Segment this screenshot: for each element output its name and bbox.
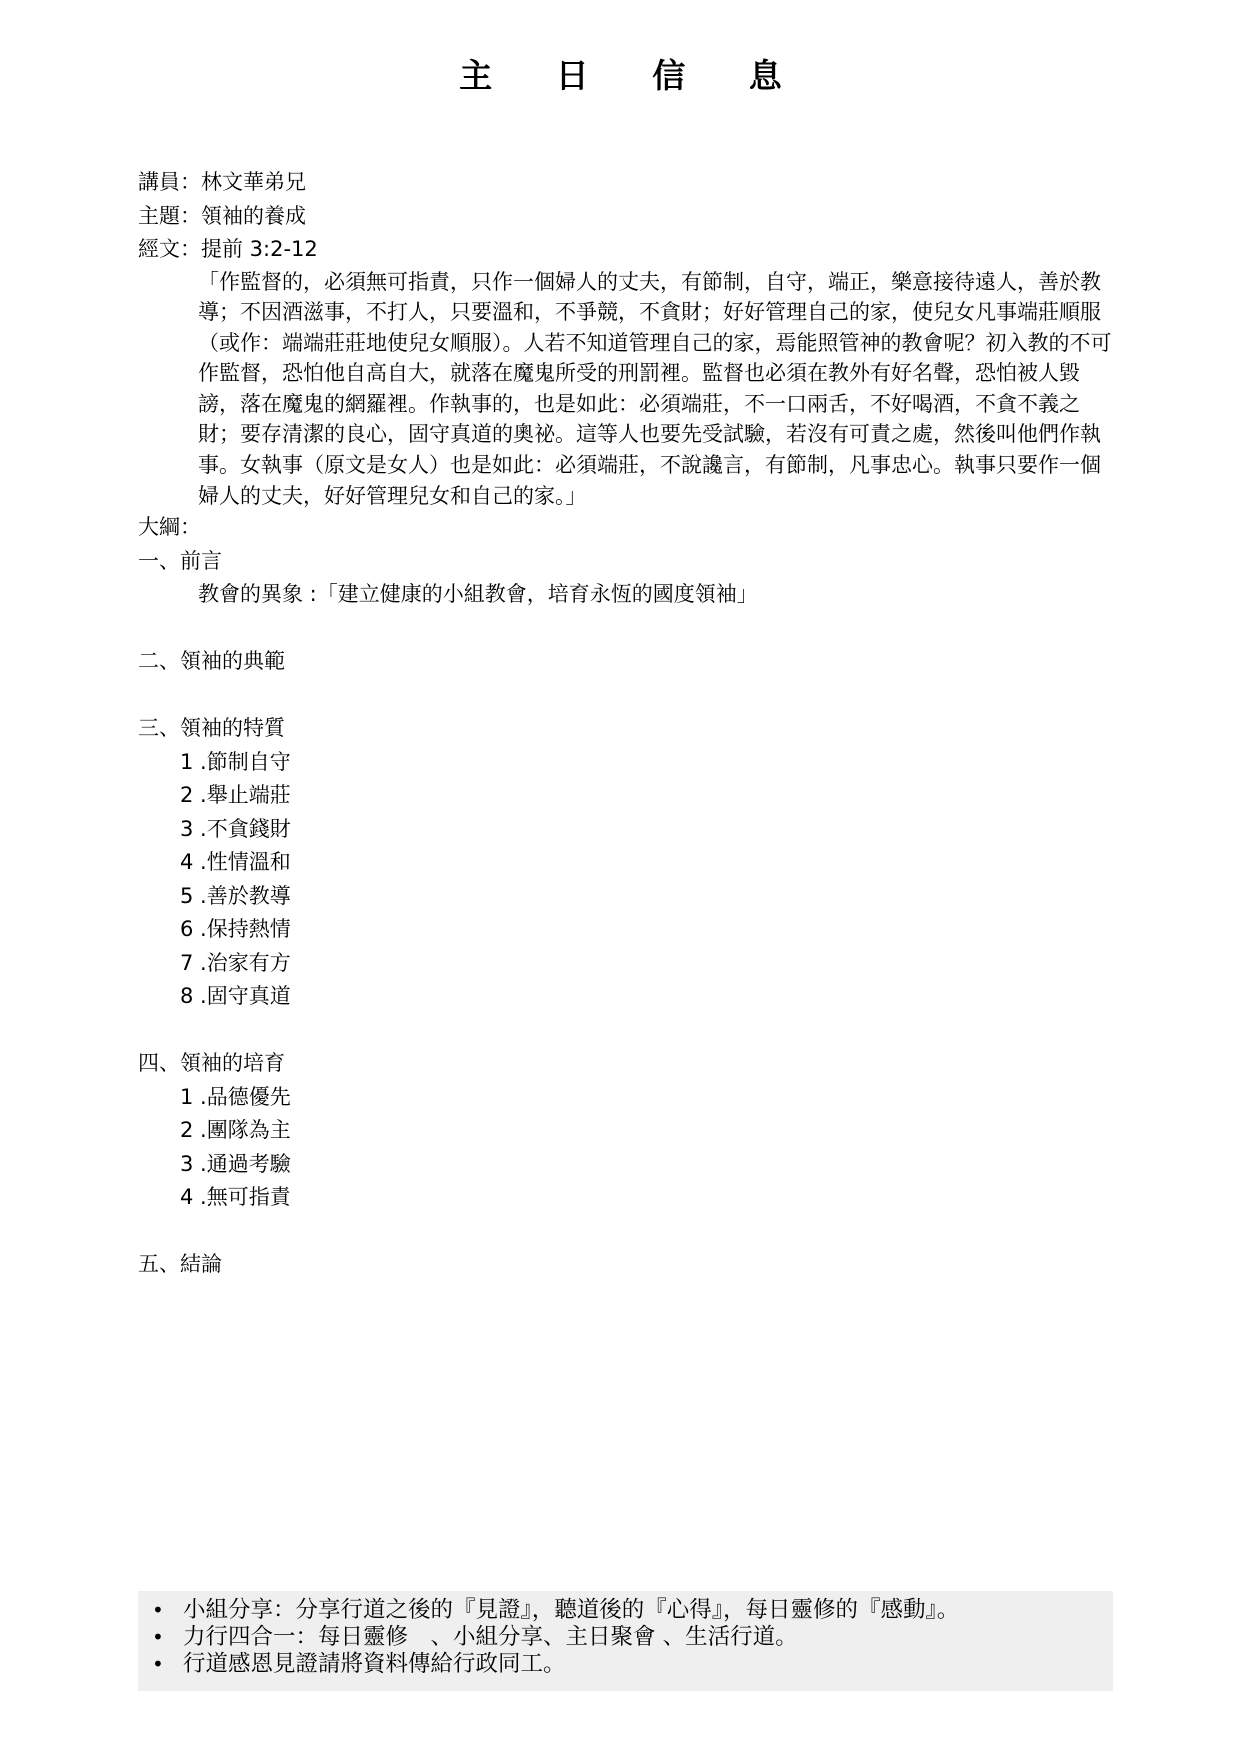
list-item: 5 .善於教導: [180, 883, 291, 908]
section-heading-leader-model: 二、領袖的典範: [138, 649, 285, 674]
list-item: 1 .品德優先: [180, 1084, 291, 1109]
topic-line: 主題：領袖的養成: [138, 203, 306, 228]
bullet-icon: •: [152, 1598, 164, 1622]
sermon-content: [138, 166, 1112, 1282]
list-item: 3 .通過考驗: [180, 1151, 291, 1176]
list-item: 1 .節制自守: [180, 749, 291, 774]
announcement-text: 力行四合一：每日靈修 、小組分享、主日聚會 、生活行道。: [183, 1624, 798, 1650]
speaker-line: 講員：林文華弟兄: [138, 170, 306, 194]
announcement-list: [138, 1597, 1113, 1678]
section-heading-leader-traits: 三、領袖的特質: [138, 716, 285, 741]
list-item: 6 .保持熱情: [180, 917, 291, 942]
bullet-icon: •: [152, 1625, 164, 1649]
spacer: [138, 679, 1098, 713]
spacer: [138, 1215, 1098, 1249]
list-item: 2 .團隊為主: [180, 1118, 291, 1143]
list-item: 8 .固守真道: [180, 984, 291, 1009]
list-item: 4 .性情溫和: [180, 850, 291, 875]
list-item: [138, 1651, 1113, 1678]
list-item: 3 .不貪錢財: [180, 816, 291, 841]
scripture-reference: 經文：提前 3:2-12: [138, 237, 318, 261]
list-item: 2 .舉止端莊: [180, 783, 291, 808]
page-title: 主 日 信 息: [459, 56, 808, 95]
church-vision-note: 教會的異象 :「建立健康的小組教會，培育永恆的國度領袖」: [198, 582, 758, 607]
bullet-icon: •: [152, 1652, 164, 1676]
spacer: [138, 1014, 1098, 1048]
list-item: [138, 1624, 1113, 1651]
list-item: 4 .無可指責: [180, 1185, 291, 1210]
outline-label: 大綱：: [138, 515, 201, 540]
announcement-text: 小組分享：分享行道之後的『見證』，聽道後的『心得』，每日靈修的『感動』。: [183, 1597, 960, 1623]
spacer: [138, 612, 1098, 646]
announcement-text: 行道感恩見證請將資料傳給行政同工。: [183, 1651, 566, 1677]
list-item: 7 .治家有方: [180, 950, 291, 975]
announcement-box: [138, 1591, 1113, 1691]
section-heading-leader-training: 四、領袖的培育: [138, 1051, 285, 1076]
section-heading-introduction: 一、前言: [138, 548, 222, 573]
section-heading-conclusion: 五、結論: [138, 1252, 222, 1277]
list-item: [138, 1597, 1113, 1624]
scripture-text: 「作監督的，必須無可指責，只作一個婦人的丈夫，有節制，自守，端正，樂意接待遠人，善於教導；不因酒滋事，不打人，只要溫和，不爭競，不貪財；好好管理自己的家，使兒女凡事端莊順服（或作：端端莊莊地使兒女順服）。人若不知道管理自己的家，焉能照管神的教會呢？初入教的不可作監督，恐怕他自高自大，就落在魔鬼所受的刑罰裡。監督也必須在教外有好名聲，恐怕被人毀謗，落在魔鬼的網羅裡。作執事的，也是如此：必須端莊，不一口兩舌，不好喝酒，不貪不義之財；要存清潔的良心，固守真道的奧祕。這等人也要先受試驗，若沒有可責之處，然後叫他們作執事。女執事（原文是女人）也是如此：必須端莊，不說讒言，有節制，凡事忠心。執事只要作一個婦人的丈夫，好好管理兒女和自己的家。」: [198, 269, 1112, 508]
